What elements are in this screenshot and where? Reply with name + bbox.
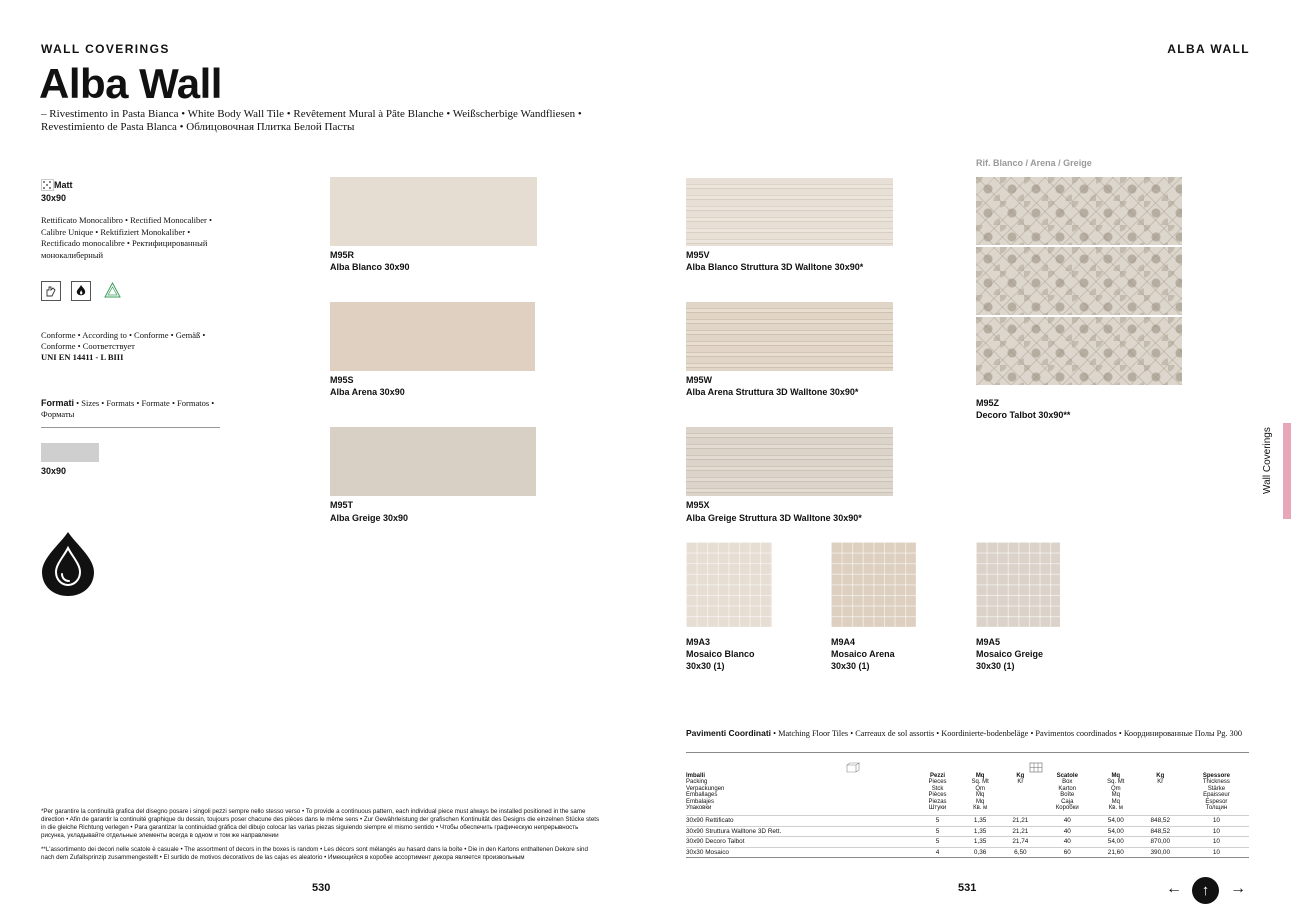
table-cell: 10 — [1184, 837, 1249, 848]
product-code: M9A3 — [686, 637, 711, 647]
product-code: M95X — [686, 500, 710, 510]
formati-text: • Sizes • Formats • Formate • Formatos • Форматы — [41, 398, 215, 419]
tile-image-mosaico-arena — [831, 542, 916, 627]
page-number-left: 530 — [312, 882, 331, 894]
table-cell: 10 — [1184, 826, 1249, 837]
packing-column-header: Mq Sq. Mt Qm Mq Mq Кв. м — [971, 773, 989, 812]
product-name: Mosaico Greige — [976, 649, 1044, 659]
matching-floor-line — [686, 728, 1256, 738]
standard-text: UNI EN 14411 - L BIII — [41, 352, 124, 362]
table-cell: 5 — [916, 826, 959, 837]
page-subtitle: – Rivestimento in Pasta Bianca • White Body Wall Tile • Revêtement Mural à Pâte Blanche • Weißscherbige Wandfliesen • Revestimiento de Pasta Blanca • Облицовочная Плитка Белой Пасты — [41, 108, 582, 133]
page-number-right: 531 — [958, 882, 977, 894]
table-row — [686, 837, 1249, 848]
product-code: M95Z — [976, 398, 1000, 408]
format-swatch — [41, 443, 99, 462]
table-cell: 30x90 Rettificato — [686, 816, 916, 827]
table-row — [686, 816, 1249, 827]
table-cell: 10 — [1184, 847, 1249, 858]
formati-heading — [41, 398, 221, 420]
product-code: M95R — [330, 250, 355, 260]
category-label-right: ALBA WALL — [1167, 42, 1250, 56]
fire-icon — [71, 281, 91, 301]
tile-image-mosaico-blanco — [686, 542, 772, 627]
product-name: Alba Arena Struttura 3D Walltone 30x90* — [686, 387, 859, 397]
packing-column-header: Pezzi Pieces Stck Pièces Piezas Штуки — [928, 773, 947, 812]
pieces-icon — [846, 760, 860, 771]
packing-column-header: Imballi Packing Verpackungen Emballages Embalajes Упаковки — [686, 773, 725, 812]
matching-text: • Matching Floor Tiles • Carreaux de sol assortis • Koordinierte-bodenbeläge • Pavimentos coordinados • Координированные Полы Pg. 300 — [773, 729, 1242, 738]
product-code: M95T — [330, 500, 354, 510]
packing-table — [686, 773, 1249, 858]
side-tab-label: Wall Coverings — [1262, 427, 1273, 494]
tile-image-alba-arena — [330, 302, 535, 371]
product-size: 30x30 (1) — [686, 661, 725, 671]
table-cell: 54,00 — [1095, 837, 1137, 848]
product-code: M9A5 — [976, 637, 1001, 647]
product-name: Mosaico Arena — [831, 649, 895, 659]
product-size: 30x30 (1) — [831, 661, 870, 671]
product-code: M95W — [686, 375, 713, 385]
recycle-icon — [102, 281, 123, 302]
finish-size: 30x90 — [41, 193, 67, 203]
table-cell: 30x30 Mosaico — [686, 847, 916, 858]
footnote-assortment: **L'assortimento dei decori nelle scatole è casuale • The assortment of decors in the boxes is random • Les décors sont mélangés au hasard dans la boîte • Die in den Kartons enthaltenen Dekore sind nach dem Zufallsprinzip zusammengestellt • El surtido de motivos decorativos de las cajas es aleatorio • Имеющийся в коробке ассортимент декора является произвольным — [41, 846, 588, 861]
category-label-left: WALL COVERINGS — [41, 42, 170, 56]
finish-label: Matt — [54, 180, 73, 190]
tile-image-decoro-talbot-3 — [976, 317, 1182, 385]
box-icon — [1029, 760, 1043, 771]
table-cell: 30x90 Struttura Walltone 3D Rett. — [686, 826, 916, 837]
product-name: Alba Greige Struttura 3D Walltone 30x90* — [686, 513, 862, 523]
format-swatch-size: 30x90 — [41, 466, 67, 476]
product-name: Alba Greige 30x90 — [330, 513, 409, 523]
table-cell: 848,52 — [1137, 826, 1184, 837]
formati-label: Formati — [41, 398, 75, 408]
packing-column-header: Scatole Box Karton Boîte Caja Коробки — [1055, 773, 1079, 812]
product-code: M9A4 — [831, 637, 856, 647]
tile-image-mosaico-greige — [976, 542, 1060, 627]
side-tab-marker — [1283, 423, 1291, 519]
matt-finish-icon — [41, 178, 54, 190]
table-cell: 5 — [916, 837, 959, 848]
back-to-top-button[interactable]: ↑ — [1192, 877, 1219, 904]
conforme-text: Conforme • According to • Conforme • Gemäß • Conforme • Соответствует — [41, 330, 206, 351]
next-page-button[interactable]: → — [1230, 880, 1246, 897]
prev-page-button[interactable]: ← — [1166, 880, 1182, 897]
packing-column-header: Mq Sq. Mt Qm Mq Mq Кв. м — [1107, 773, 1125, 812]
table-cell: 21,74 — [1001, 837, 1040, 848]
table-cell: 60 — [1040, 847, 1095, 858]
table-cell: 1,35 — [959, 837, 1001, 848]
product-code: M95S — [330, 375, 354, 385]
matching-label: Pavimenti Coordinati — [686, 728, 772, 738]
table-row — [686, 826, 1249, 837]
table-cell: 6,50 — [1001, 847, 1040, 858]
tile-image-alba-greige-struttura — [686, 427, 893, 496]
table-cell: 40 — [1040, 826, 1095, 837]
product-size: 30x30 (1) — [976, 661, 1015, 671]
table-cell: 1,35 — [959, 826, 1001, 837]
packing-column-header: Spessore Thickness Stärke Epaisseur Espesor Толщин — [1202, 773, 1230, 812]
tile-image-decoro-talbot-2 — [976, 247, 1182, 315]
product-name: Mosaico Blanco — [686, 649, 755, 659]
table-cell: 21,21 — [1001, 826, 1040, 837]
table-cell: 1,35 — [959, 816, 1001, 827]
table-top-rule — [686, 752, 1249, 753]
product-code: M95V — [686, 250, 710, 260]
product-name: Alba Arena 30x90 — [330, 387, 405, 397]
packing-column-header: Kg Kr — [1156, 773, 1165, 786]
antibacterial-badge — [40, 530, 96, 598]
tile-image-alba-greige — [330, 427, 536, 496]
table-cell: 30x90 Decoro Talbot — [686, 837, 916, 848]
table-cell: 5 — [916, 816, 959, 827]
table-cell: 848,52 — [1137, 816, 1184, 827]
table-cell: 21,60 — [1095, 847, 1137, 858]
tile-image-alba-blanco-struttura — [686, 178, 893, 246]
table-cell: 40 — [1040, 816, 1095, 827]
table-cell: 54,00 — [1095, 826, 1137, 837]
tile-image-decoro-talbot-1 — [976, 177, 1182, 245]
product-name: Decoro Talbot 30x90** — [976, 410, 1071, 420]
table-cell: 870,00 — [1137, 837, 1184, 848]
footnote-continuity: *Per garantire la continuità grafica del disegno posare i singoli pezzi sempre nello stesso verso • To provide a continuous pattern, each individual piece must always be installed positioned in the same direction • Afin de garantir la continuité graphique du dessin, toujours poser chacune des pièces dans le même sens • Zur Gewährleistung der grafischen Kontinuität des Designs die einzelnen Stücke stets in die gleiche Richtung verlegen • Para garantizar la continuidad gráfica del dibujo colocar las varias piezas siguiendo siempre el mismo sentido • Чтобы обеспечить графическую непрерывность рисунка, укладывайте отдельные элементы всегда в одном и том же направлении — [41, 808, 600, 839]
table-cell: 4 — [916, 847, 959, 858]
page-title: Alba Wall — [39, 60, 222, 107]
wall-hand-icon — [41, 281, 61, 301]
product-name: Alba Blanco 30x90 — [330, 262, 410, 272]
table-cell: 10 — [1184, 816, 1249, 827]
decor-reference: Rif. Blanco / Arena / Greige — [976, 158, 1092, 168]
table-cell: 21,21 — [1001, 816, 1040, 827]
table-cell: 0,36 — [959, 847, 1001, 858]
tile-image-alba-blanco — [330, 177, 537, 246]
table-cell: 390,00 — [1137, 847, 1184, 858]
table-row — [686, 847, 1249, 858]
table-cell: 54,00 — [1095, 816, 1137, 827]
packing-column-header: Kg Kr — [1016, 773, 1025, 786]
formati-divider — [41, 427, 220, 428]
calibre-text: Rettificato Monocalibro • Rectified Monocaliber • Calibre Unique • Rektifiziert Monokaliber • Rectificado monocalibre • Ректифицированный монокалиберный — [41, 215, 212, 260]
tile-image-alba-arena-struttura — [686, 302, 893, 371]
table-cell: 40 — [1040, 837, 1095, 848]
product-name: Alba Blanco Struttura 3D Walltone 30x90* — [686, 262, 864, 272]
